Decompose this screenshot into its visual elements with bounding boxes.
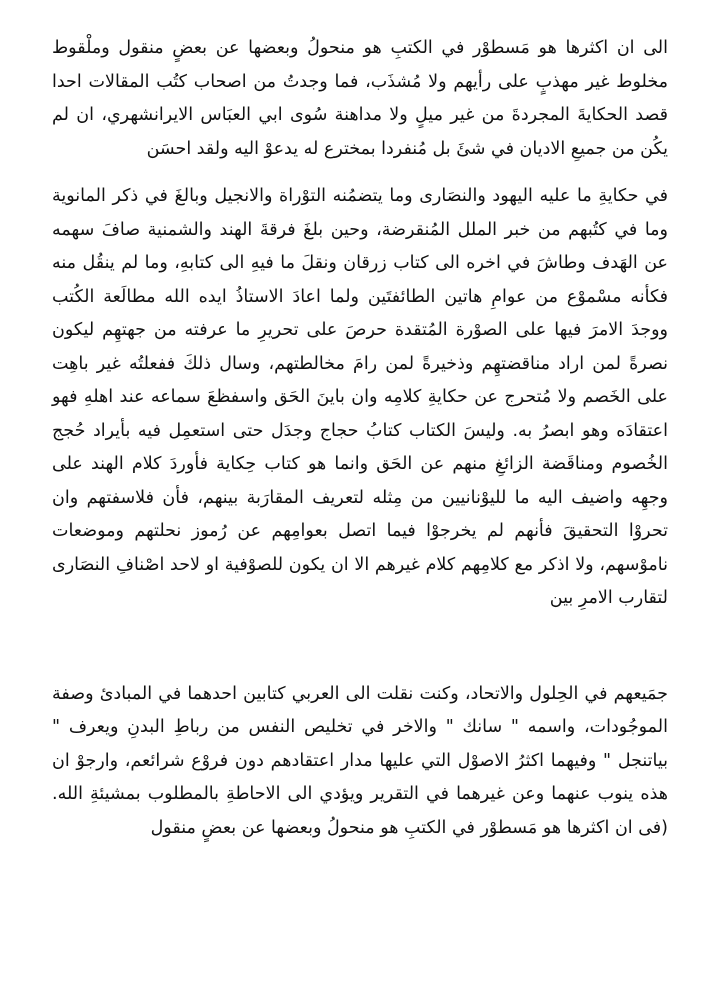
paragraph-2: في حكايةِ ما عليه اليهود والنصَارى وما يتضمُنه التوْراة والانجيل وبالغَ في ذكر المانوية وما في كتُبهم من خبر الملل المُنقرضة، وحين بلغَ فرقةَ الهند والشمنية صافَ سهمه عن الهَدف وطاشَ في اخره الى كتاب زرقان ونقلَ ما فيهِ الى كتابهِ، وما لم ينقُل منه فكأنه مسْموْع من عوامِ هاتين الطائفتَين ولما اعادَ الاستاذُ ايده الله مطالَعة الكُتب ووجدَ الامرَ فيها على الصوْرة المُتقدة حرصَ على تحريرِ ما عرفته من جهتهِم ليكون نصرةً لمن اراد مناقضتهِم وذخيرةً لمن رامَ مخالطتهم، وسال ذلكَ ففعلتُه غير باهِت على الخَصم ولا مُتحرج عن حكايةِ كلامِه وان باينَ الحَق واسفظعَ سماعه عند اهلهِ فهو اعتقادَه وهو ابصرُ به. وليسَ الكتاب كتابُ حجاج وجدَل حتى استعمِل فيه بأيراد حُجج الخُصوم ومناقَضة الزائغِ منهم عن الحَق وانما هو كتاب حِكاية فأوردَ كلام الهند على وجهِه واضيف اليه ما لليوْنانيين من مِثله لتعريف المقارَبة بينهم، فأن فلاسفتهم وان تحروْا التحقيقَ فأنهم لم يخرجوْا فيما اتصل بعوامِهم عن رُموز نحلتهم وموضعات ناموْسهم، ولا اذكر مع كلامِهم كلام غيرهم الا ان يكون للصوْفية او لاحد اصْنافِ النصَارى لتقارب الامرِ بين bbox=[52, 186, 668, 608]
paragraph-1: الى ان اكثرها هو مَسطوْر في الكتبِ هو منحولُ وبعضها عن بعضٍ منقول وملْقوط مخلوط غير مهذبٍ على رأيهم ولا مُشذَب، فما وجدتُ من اصحاب كتُب المقالات احدا قصد الحكايةَ المجردةَ من غير ميلٍ ولا مداهنة سُوى ابي العبَاس الايرانشهري، ان لم يكُن من جميعِ الاديان في شئَ بل مُنفردا بمخترع له يدعوْ اليه ولقد احسَن bbox=[52, 38, 668, 159]
paragraph-3: جمَيعهم في الحِلول والاتحاد، وكنت نقلت الى العربي كتابين احدهما في المبادئ وصفة الموجُودات، واسمه " سانك " والاخر في تخليص النفس من رباطِ البدنِ ويعرف " بياتنجل " وفيهما اكثرُ الاصوْل التي عليها مدار اعتقادهم دون فروْع شرائعم، وارجوْ ان هذه ينوب عنهما وعن غيرهما في التقرير ويؤدي الى الاحاطةِ بالمطلوب بمشيئةِ الله. (فى ان اكثرها هو مَسطوْر في الكتبِ هو منحولُ وبعضها عن بعضٍ منقول bbox=[52, 683, 668, 838]
